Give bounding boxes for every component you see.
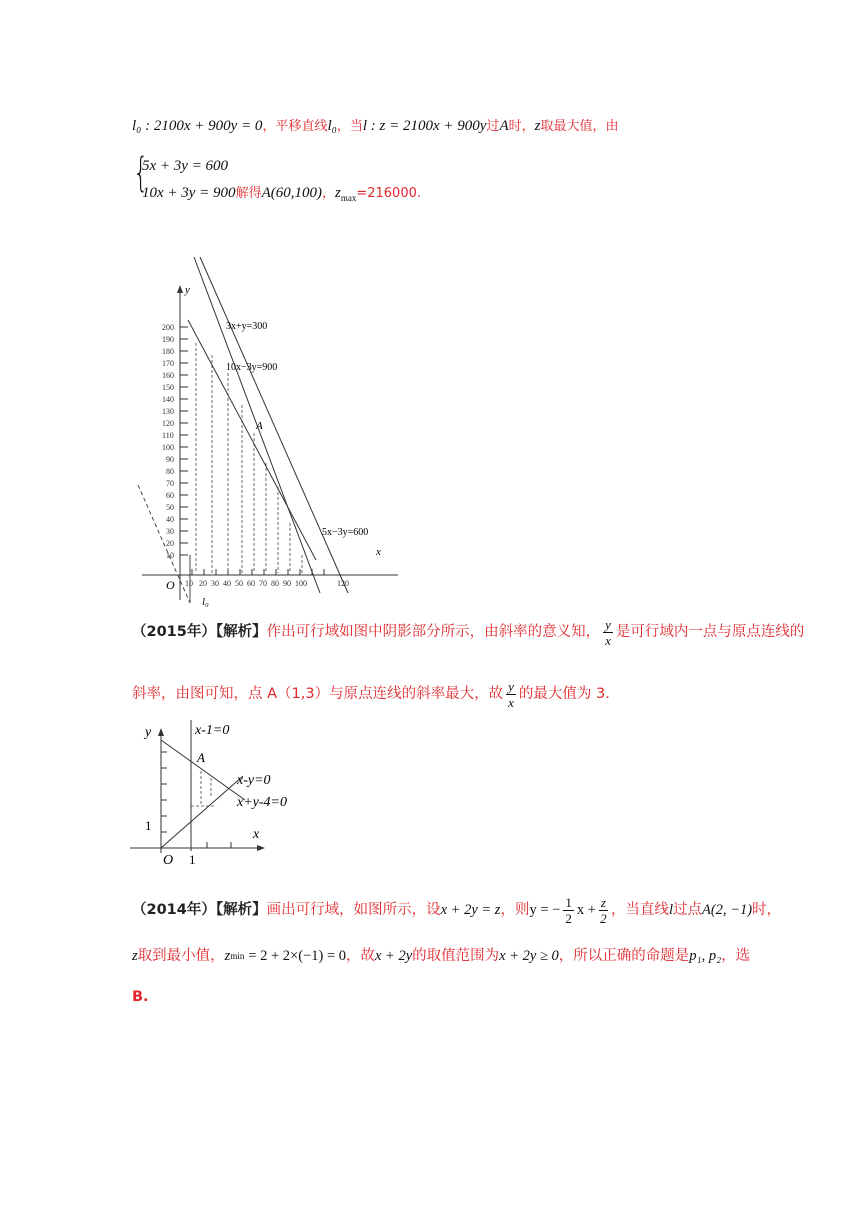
x-ticks [207,842,231,848]
text: ，故 [346,948,375,964]
y-axis-label: y [185,284,190,296]
y-tick-label: 90 [166,455,174,464]
denominator: x [508,694,514,710]
numerator: y [605,616,611,632]
x-tick-label: 50 [235,579,243,588]
denominator: 2 [600,910,607,926]
shaded-region [196,343,302,573]
point-a-coords: A(60,100) [261,185,322,201]
l0-label: l₀ [202,596,209,608]
year-tag: （2014年）【解析】 [132,902,267,918]
y-tick-label: 80 [166,467,174,476]
y-tick-label: 100 [162,443,174,452]
x-tick-label: 90 [283,579,291,588]
y-tick-label: 200 [162,323,174,332]
text: ，当 [336,119,363,134]
y-tick-label: 110 [162,431,174,440]
x-axis-arrow [257,845,265,851]
fraction-z-half [599,895,608,926]
y-tick-label: 50 [166,503,174,512]
point-coords: A(2, −1) [701,902,753,918]
l0-equation: l₀ : 2100x + 900y = 0 [132,118,263,134]
equation: = 2 + 2×(−1) = 0 [248,948,346,964]
numerator: 1 [565,894,572,910]
y-tick-label: 60 [166,491,174,500]
y-tick-label: 120 [162,419,174,428]
l-symbol: l [668,902,673,918]
point-a: A [499,118,509,134]
line-label-3x-y-300: 3x+y=300 [226,321,268,332]
text: 的取值范围为 [412,948,500,964]
equation-part: x + [576,902,596,918]
fraction-one-half [563,895,574,926]
solution-2015 [132,612,832,714]
answer: B. [132,989,149,1005]
line-label-x-y-0: x-y=0 [237,773,271,788]
y-tick-label: 190 [162,335,174,344]
x-tick-label: 80 [271,579,279,588]
l0-line [138,485,190,603]
z-symbol: z [132,948,138,964]
y-tick-label: 140 [162,395,174,404]
equation: 10x + 3y = 900 [142,185,236,201]
line-10x-3y-900 [200,257,348,593]
text: ，当直线 [610,902,669,918]
numerator: y [508,678,514,694]
z-max-symbol: z [335,185,341,201]
solution-line-1 [132,115,618,135]
x-one-label: 1 [189,852,196,867]
y-tick-label: 130 [162,407,174,416]
y-tick-label: 30 [166,527,174,536]
x-tick-label: 100 [295,579,307,588]
text: 取到最小值， [137,948,225,964]
y-tick-label: 20 [166,539,174,548]
origin-label: O [166,578,175,592]
text: 的最大值为 3. [518,686,610,702]
line-5x-3y-600 [188,320,316,560]
text: 过 [486,119,500,134]
numerator: z [600,894,606,910]
system-eq-1 [142,156,228,175]
x-tick-label: 40 [223,579,231,588]
line-x-y-0 [161,776,243,848]
equation: 5x + 3y = 600 [142,158,229,174]
text: ，平移直线 [262,119,328,134]
y-tick-label: 180 [162,347,174,356]
y-tick-label: 10 [166,551,174,560]
system-brace: { [133,150,149,196]
subscript: max [340,193,357,203]
z-symbol: z [534,118,541,134]
x-tick-label: 30 [211,579,219,588]
year-tag: （2015年）【解析】 [132,624,267,640]
y-tick-label: 160 [162,371,174,380]
z-max-value: =216000. [356,186,421,201]
y-ticks [161,752,167,832]
y-tick-label: 170 [162,359,174,368]
text: 是可行域内一点与原点连线的 [615,624,805,640]
x-tick-label: 60 [247,579,255,588]
equation: x + 2y [375,948,413,964]
line-label-x-1-0: x-1=0 [195,723,230,738]
denominator: x [605,632,611,648]
text: ，则 [500,902,530,918]
text: ，所以正确的命题是 [558,948,690,964]
feasible-region-graph-2 [125,718,315,868]
y-ticks [162,323,188,560]
solution-2014 [132,888,832,1012]
line-label-5x-3y-600: 5x−3y=600 [322,527,369,538]
point-a-label: A [256,420,263,432]
x-axis-label: x [376,546,381,558]
propositions: p₁, p₂ [689,948,722,964]
objective-line-equation: l : z = 2100x + 900y [362,118,487,134]
subscript: min [230,951,245,961]
x-ticks [185,569,349,588]
text: ， [321,186,335,201]
fraction-y-over-x [506,679,516,710]
y-axis-arrow [177,285,183,293]
equation: x + 2y = z [440,902,501,918]
denominator: 2 [565,910,572,926]
system-eq-2 [142,182,421,203]
z-min-symbol: z [224,948,231,964]
l0-symbol: l₀ [327,118,337,134]
text: 斜率，由图可知，点 A（1,3）与原点连线的斜率最大，故 [132,686,504,702]
x-axis-label: x [253,827,260,842]
x-tick-label: 20 [199,579,207,588]
x-tick-label: 120 [337,579,349,588]
feasible-region-graph-1 [130,255,405,610]
line-label-10x-3y-900: 10x−3y=900 [226,362,278,373]
y-tick-label: 150 [162,383,174,392]
x-tick-label: 70 [259,579,267,588]
y-one-label: 1 [145,818,152,833]
text: 作出可行域如图中阴影部分所示，由斜率的意义知， [266,624,601,640]
origin-label: O [163,853,174,868]
y-axis-arrow [158,728,164,736]
line-label-x-y-4-0: x+y-4=0 [237,795,287,810]
x-tick-label: 10 [185,579,193,588]
text: 时， [508,119,535,134]
text: 解得 [235,186,262,201]
y-axis-label: y [145,725,152,740]
line-x-y-4-0 [161,740,245,800]
equation-part: y = − [529,902,561,918]
y-tick-label: 40 [166,515,174,524]
text: 时， [752,902,782,918]
text: ，选 [721,948,751,964]
text: 画出可行域，如图所示，设 [266,902,441,918]
text: 过点 [672,902,702,918]
point-a-label: A [197,750,205,765]
fraction-y-over-x [603,617,613,648]
y-tick-label: 70 [166,479,174,488]
equation: x + 2y ≥ 0 [499,948,559,964]
text: 取最大值，由 [540,119,619,134]
